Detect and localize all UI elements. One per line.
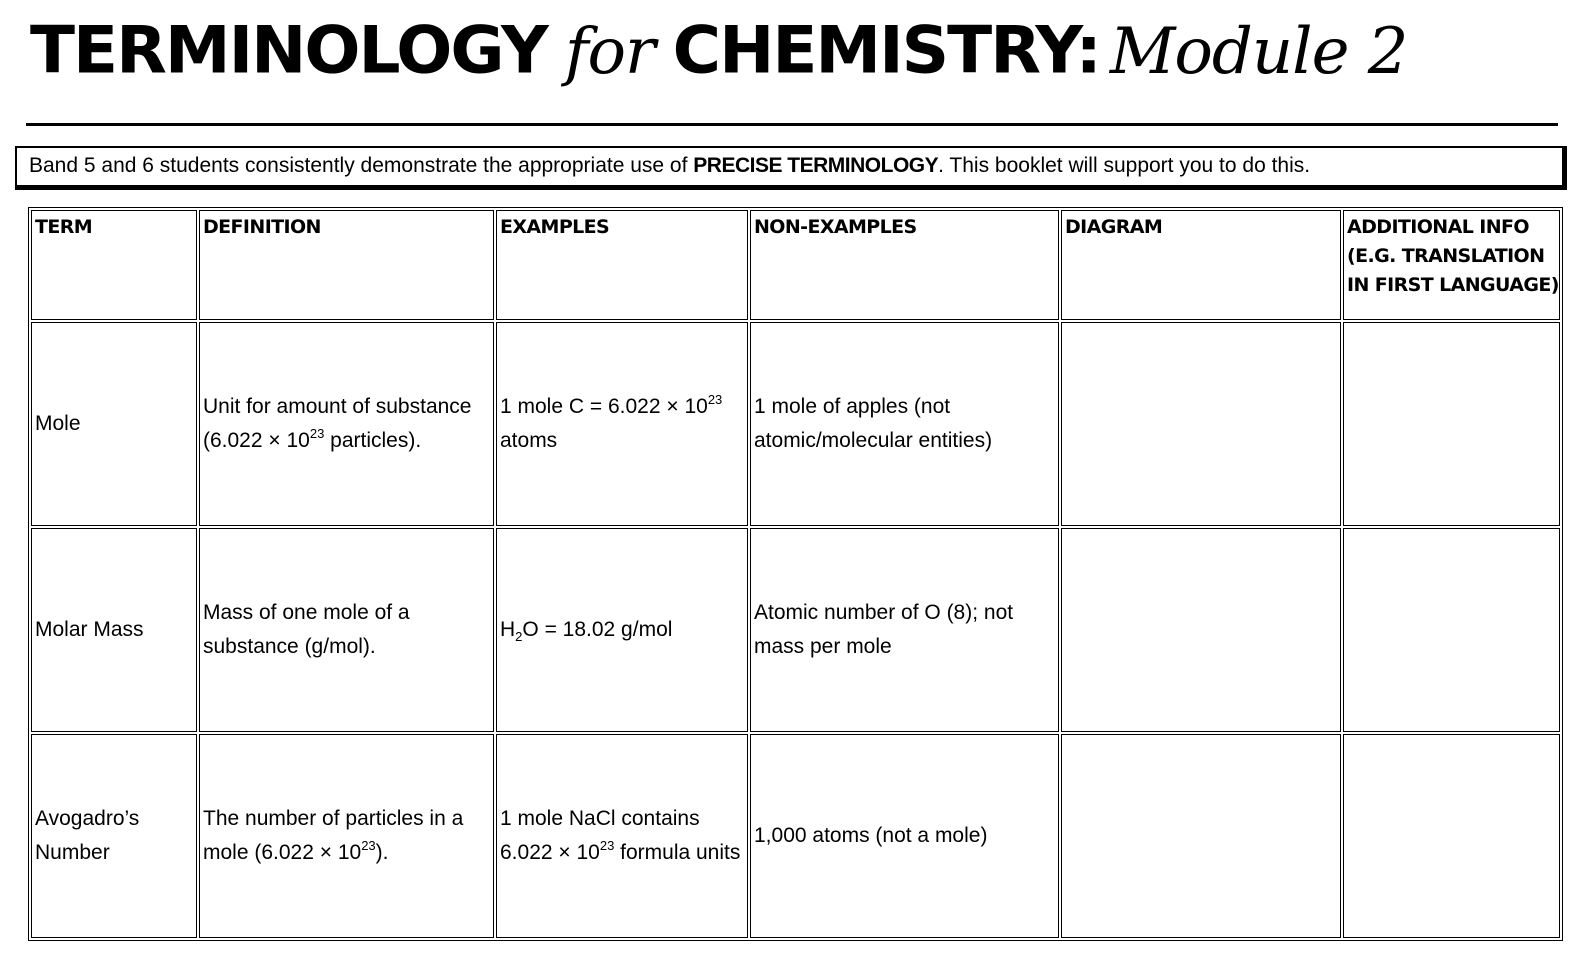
exponent: 23 xyxy=(309,426,325,442)
exponent: 23 xyxy=(361,838,376,853)
definition-cell xyxy=(199,734,494,938)
definition-text: Unit for amount of substance (6.022 × 10 xyxy=(203,395,472,453)
title-divider xyxy=(26,123,1558,126)
table-row xyxy=(31,528,1560,732)
definition-cell xyxy=(199,528,494,732)
example-cell xyxy=(496,322,748,526)
non-example-cell: 1 mole of apples (not atomic/molecular entities) xyxy=(750,322,1059,526)
non-example-cell: Atomic number of O (8); not mass per mole xyxy=(750,528,1059,732)
definition-cell xyxy=(199,322,494,526)
additional-info-cell xyxy=(1343,528,1560,732)
example-text: H xyxy=(500,618,516,642)
definition-text-end: ). xyxy=(375,841,389,864)
example-text-end: O = 18.02 g/mol xyxy=(522,618,673,642)
table-row xyxy=(31,322,1560,526)
example-cell xyxy=(496,528,748,732)
definition-text: Mass of one mole of a substance (g/mol). xyxy=(203,601,410,659)
definition-text: The number of particles in a mole (6.022 × 10 xyxy=(203,807,464,864)
non-example-cell: 1,000 atoms (not a mole) xyxy=(750,734,1059,938)
example-cell xyxy=(496,734,748,938)
term-cell: Avogadro’s Number xyxy=(31,734,197,938)
header-diagram: DIAGRAM xyxy=(1061,210,1341,320)
title-terminology: TERMINOLOGY xyxy=(30,12,547,89)
header-examples: EXAMPLES xyxy=(496,210,748,320)
definition-text-end: particles). xyxy=(324,429,422,453)
term-cell: Mole xyxy=(31,322,197,526)
subscript: 2 xyxy=(515,629,523,645)
additional-info-cell xyxy=(1343,322,1560,526)
banner-emphasis: PRECISE TERMINOLOGY xyxy=(693,154,939,177)
term-cell: Molar Mass xyxy=(31,528,197,732)
example-text-end: atoms xyxy=(500,429,558,453)
header-non-examples: NON-EXAMPLES xyxy=(750,210,1059,320)
banner-text-before: Band 5 and 6 students consistently demonstrate the appropriate use of xyxy=(29,154,694,177)
example-text-end: formula units xyxy=(614,841,741,864)
exponent: 23 xyxy=(707,392,723,408)
example-text: 1 mole NaCl contains 6.022 × 10 xyxy=(500,807,700,864)
table-row xyxy=(31,734,1560,938)
diagram-cell xyxy=(1061,322,1341,526)
exponent: 23 xyxy=(599,838,615,853)
page-title xyxy=(30,12,1408,102)
title-for: for xyxy=(564,15,655,89)
example-text: 1 mole C = 6.022 × 10 xyxy=(500,395,708,419)
diagram-cell xyxy=(1061,734,1341,938)
diagram-cell xyxy=(1061,528,1341,732)
header-definition: DEFINITION xyxy=(199,210,494,320)
intro-banner xyxy=(15,146,1567,190)
header-additional-info: ADDITIONAL INFO (E.G. TRANSLATION IN FIRST LANGUAGE) xyxy=(1343,210,1560,320)
title-module: Module 2 xyxy=(1109,15,1408,89)
title-chemistry: CHEMISTRY: xyxy=(672,12,1100,89)
banner-text-after: . This booklet will support you to do this. xyxy=(938,154,1311,177)
additional-info-cell xyxy=(1343,734,1560,938)
table-header-row xyxy=(31,210,1560,320)
terminology-table xyxy=(28,207,1563,941)
header-term: TERM xyxy=(31,210,197,320)
